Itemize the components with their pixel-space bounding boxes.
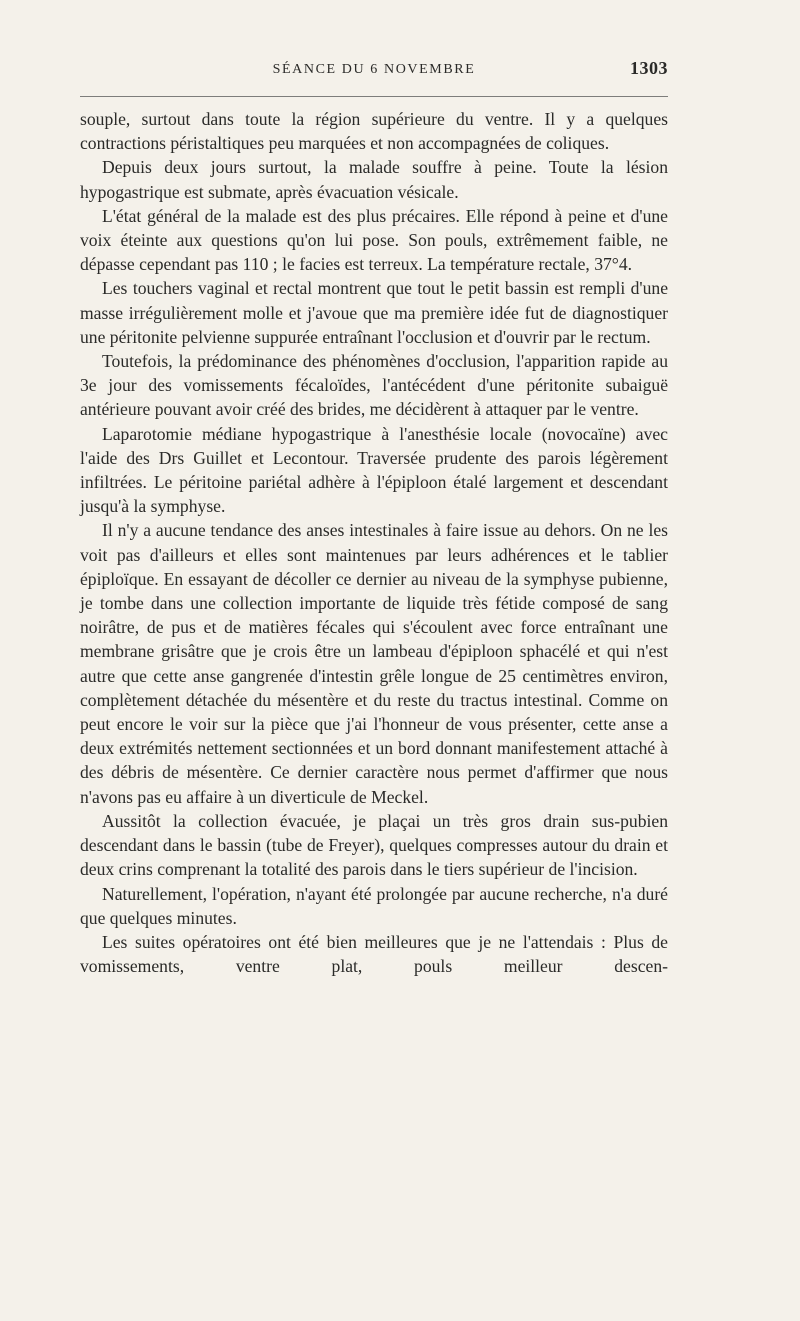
paragraph: Depuis deux jours surtout, la malade souffre à peine. Toute la lésion hypogastrique est submate, après évacuation vésicale. [80, 157, 668, 202]
paragraph: Toutefois, la prédominance des phénomènes d'occlusion, l'apparition rapide au 3e jour des vomissements fécaloïdes, l'antécédent d'une péritonite subaiguë antérieure pouvant avoir créé des brides, me décidèrent à attaquer par le ventre. [80, 351, 668, 420]
paragraph: Les touchers vaginal et rectal montrent que tout le petit bassin est rempli d'une masse irrégulièrement molle et j'avoue que ma première idée fut de diagnostiquer une péritonite pelvienne suppurée entraînant l'occlusion et d'ouvrir par le rectum. [80, 278, 668, 347]
book-page [80, 58, 668, 1003]
paragraph: Aussitôt la collection évacuée, je plaçai un très gros drain sus-pubien descendant dans le bassin (tube de Freyer), quelques compresses autour du drain et deux crins comprenant la totalité des parois dans le tiers supérieur de l'incision. [80, 810, 668, 880]
paragraph: Naturellement, l'opération, n'ayant été prolongée par aucune recherche, n'a duré que quelques minutes. [80, 883, 668, 928]
header-rule [80, 96, 668, 97]
paragraph: Il n'y a aucune tendance des anses intestinales à faire issue au dehors. On ne les voit pas d'ailleurs et elles sont maintenues par leurs adhérences et le tablier épiploïque. En essayant de décoller ce dernier au niveau de la symphyse pubienne, je tombe dans une collection importante de liquide très fétide composé de sang noirâtre, de pus et de matières fécales qui s'écoulent avec force entraînant une membrane grisâtre que je crois être un lambeau d'épiploon sphacélé et qui n'est autre que cette anse gangrenée d'intestin grêle longue de 25 centimètres environ, complètement détachée du mésentère et du reste du tractus intestinal. Comme on peut encore le voir sur la pièce que j'ai l'honneur de vous présenter, cette anse a deux extrémités nettement sectionnées et un bord donnant manifestement attaché à des débris de mésentère. Ce dernier caractère nous permet d'affirmer que nous n'avons pas eu affaire à un diverticule de Meckel. [80, 520, 668, 807]
paragraph: Les suites opératoires ont été bien meilleures que je ne l'attendais : Plus de vomissements, ventre plat, pouls meilleur descen- [80, 931, 668, 977]
paragraph: Laparotomie médiane hypogastrique à l'anesthésie locale (novocaïne) avec l'aide des Drs Guillet et Lecontour. Traversée prudente des parois légèrement infiltrées. Le péritoine pariétal adhère à l'épiploon étalé largement et descendant jusqu'à la symphyse. [80, 423, 668, 517]
paragraph: L'état général de la malade est des plus précaires. Elle répond à peine et d'une voix éteinte aux questions qu'on lui pose. Son pouls, extrêmement faible, ne dépasse cependant pas 110 ; le facies est terreux. La température rectale, 37°4. [80, 205, 668, 275]
paragraph: souple, surtout dans toute la région supérieure du ventre. Il y a quelques contractions péristaltiques peu marquées et non accompagnées de coliques. [80, 109, 668, 154]
running-header [80, 58, 668, 88]
running-title: SÉANCE DU 6 NOVEMBRE [272, 62, 476, 77]
body-text [80, 107, 668, 1003]
page-number: 1303 [630, 58, 668, 78]
